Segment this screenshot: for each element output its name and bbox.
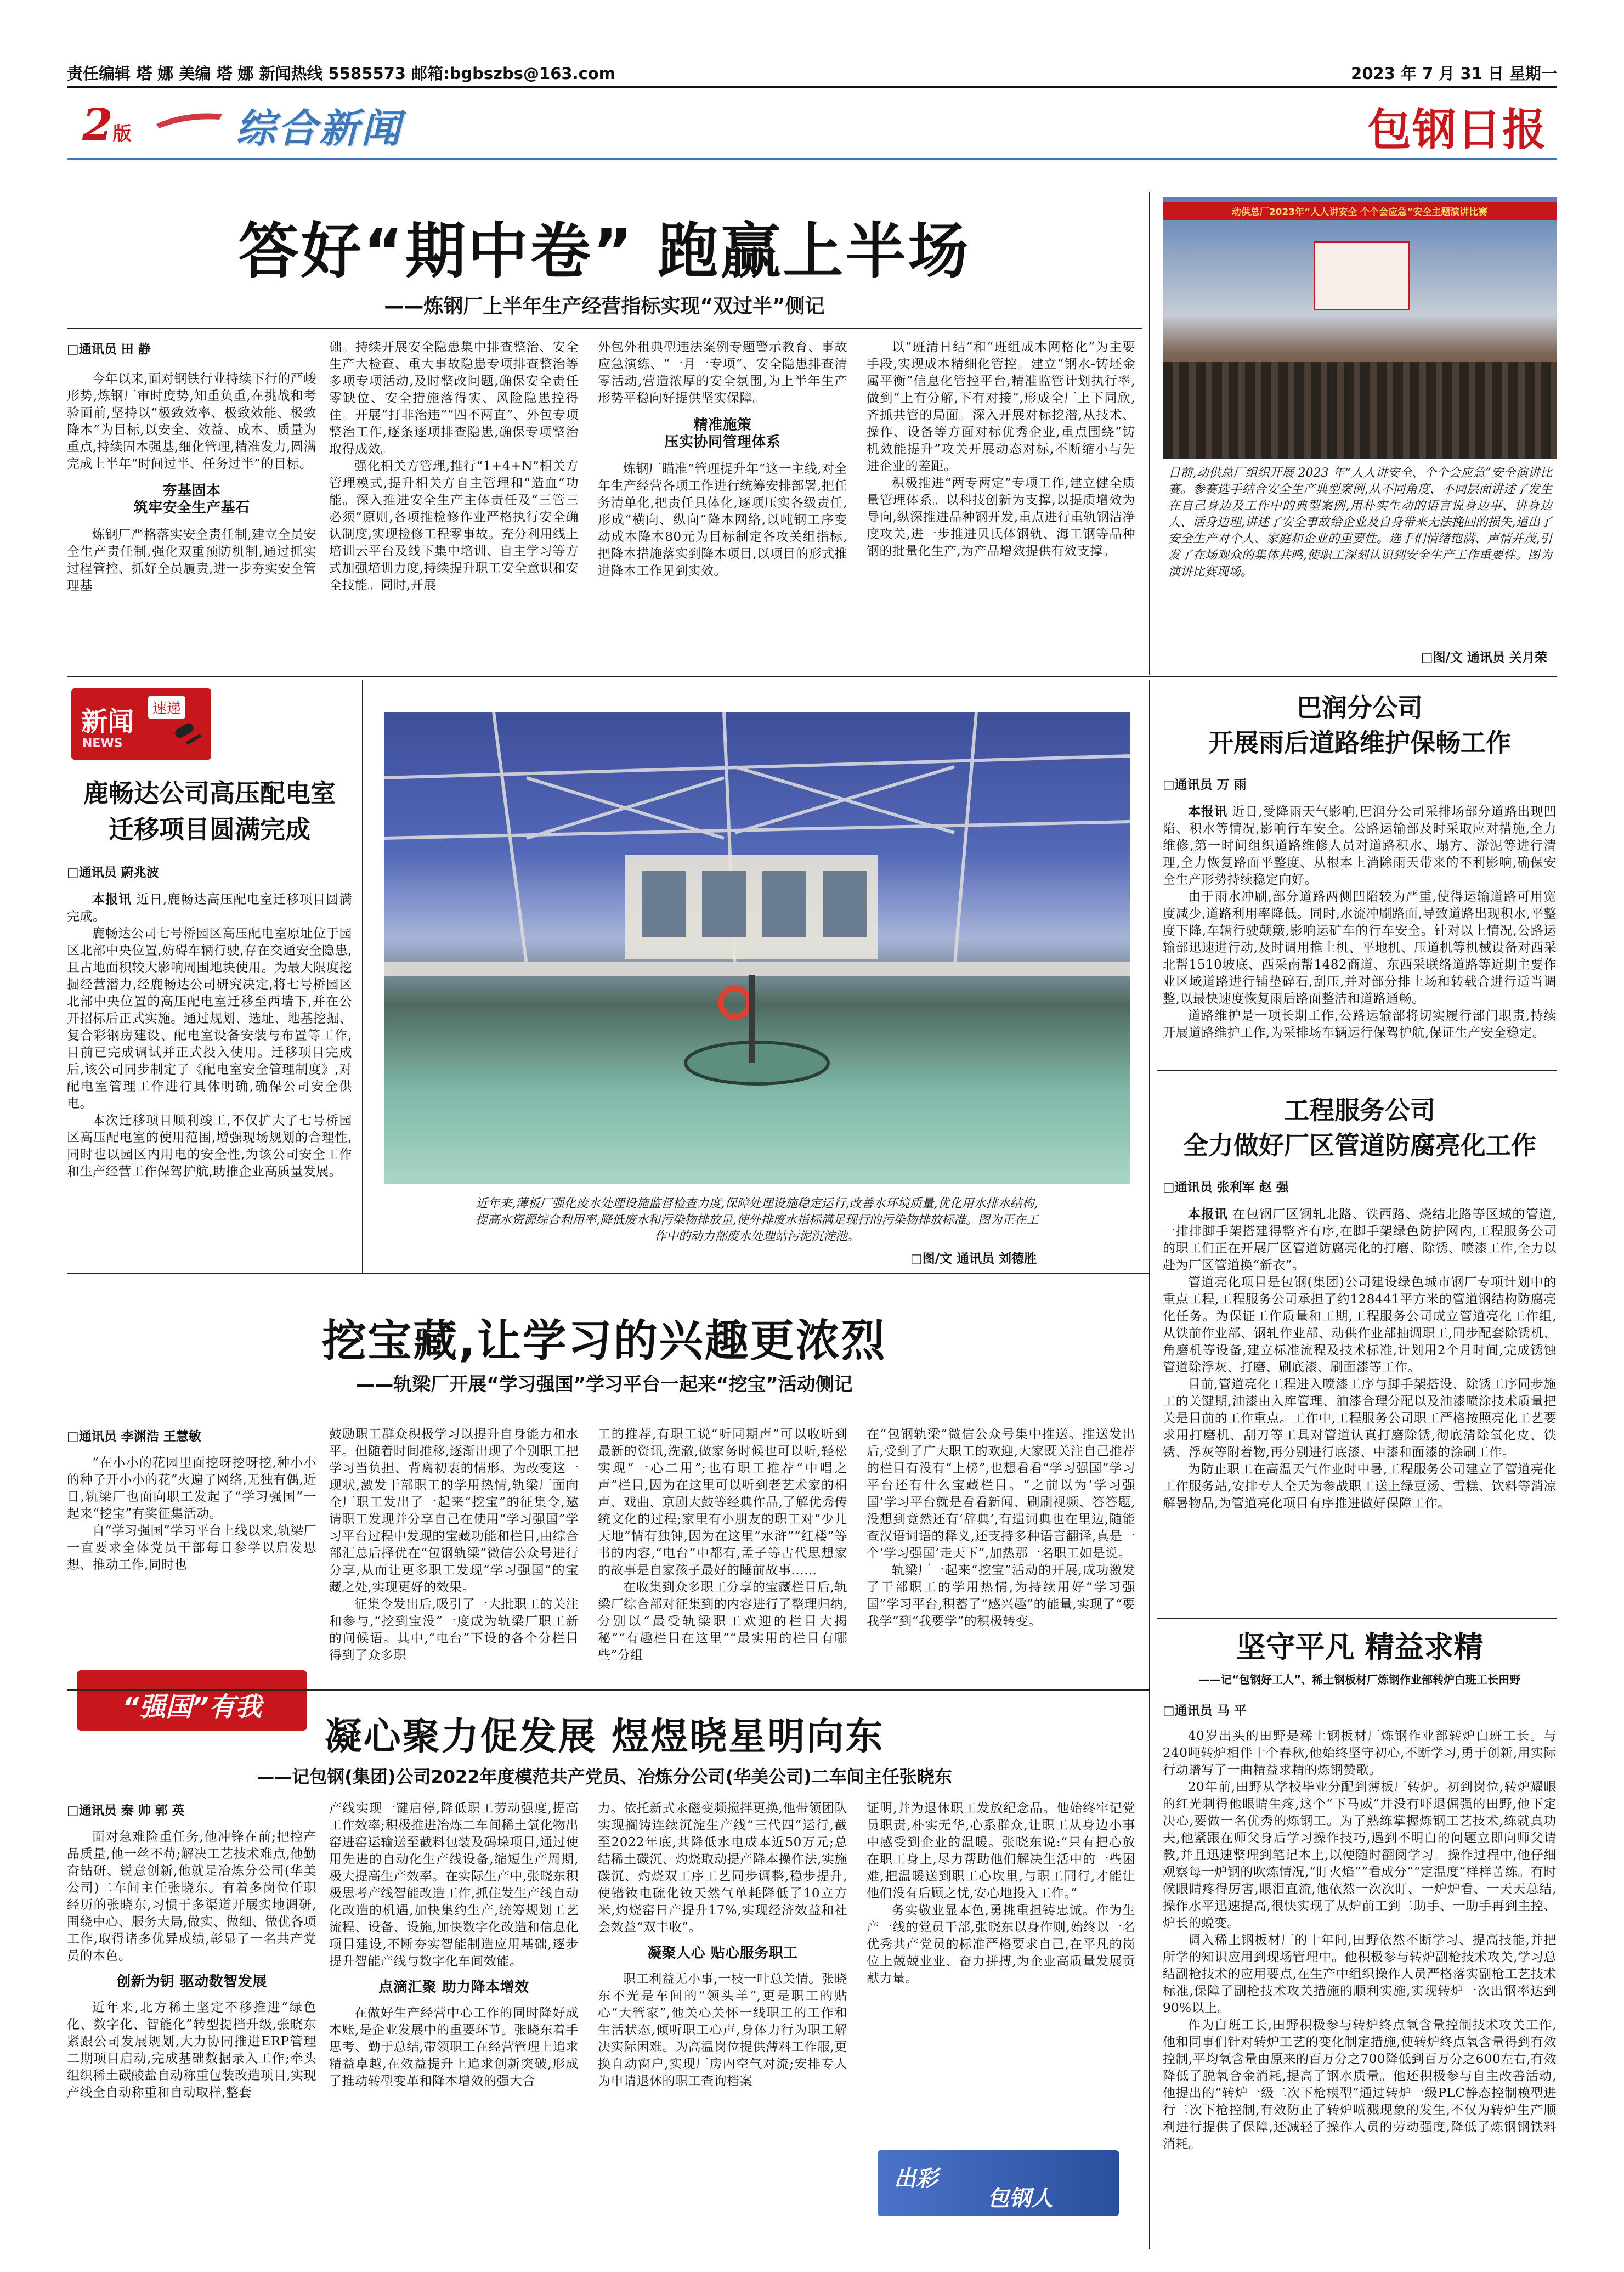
a7-col4: 证明,并为退休职工发放纪念品。他始终牢记党员职责,朴实无华,心系群众,让职工从身边小事中感受到企业的温暖。张晓东说:“只有把心放在职工身上,尽力帮助他们解决生活中的一些困难,把温暖送到职工心坎里,与职工同行,才能让他们没有后顾之忧,安心地投入工作。” 务实敬业显本色,勇挑重担铸忠诚。作为生产一线的党员干部,张晓东以身作则,始终以一名优秀共产党员的标准严格要求自己,在平凡的岗位上兢兢业业、奋力拼搏,为企业高质量发展贡献力量。: [867, 1801, 1135, 1986]
a7-col2: 产线实现一键启停,降低职工劳动强度,提高工作效率;积极推进冶炼二车间稀土氧化物出窑进窑运输送至截料包装及码垛项目,通过使用先进的自动化生产线设备,缩短生产周期,极大提高生产效率。在实际生产中,张晓东积极思考产线智能改造工作,抓住发生产线自动化改造的机遇,加快集约生产,统筹规划工艺流程、设备、设施,加快数字化改造和信息化项目建设,不断夯实智能制造应用基础,逐步提升智能产线与数字化车间效能。 点滴汇聚 助力降本增效 在做好生产经营中心工作的同时降好成本账,是企业发展中的重要环节。张晓东着手思考、勤于总结,带领职工在经营管理上追求精益卓越,在效益提升上追求创新突破,形成了推动转型变革和降本增效的强大合: [329, 1801, 579, 2088]
row-rule: [1157, 1618, 1557, 1619]
outstanding-people-banner: 出彩 包钢人: [878, 2150, 1119, 2216]
a1-rule: [67, 328, 1142, 329]
header-date: 2023 年 7 月 31 日 星期一: [1351, 64, 1557, 83]
photo-main-credit: □图/文 通讯员 刘德胜: [910, 1252, 1037, 1266]
divider: [1149, 192, 1150, 675]
a4-title: 工程服务公司 全力做好厂区管道防腐亮化工作: [1183, 1095, 1536, 1160]
header-editors: 责任编辑 塔 娜 美编 塔 娜 新闻热线 5585573 邮箱:bgbszbs@163.com: [67, 64, 615, 83]
a7-col3: 力。依托新式永磁变频搅拌更换,他带领团队实现搁铸连续沉淀生产线“三代四”运行,截至2022年底,共降低水电成本近50万元;总结稀土碳沉、灼烧取动提产降本操作法,实施碳沉、灼烧双工序工艺同步调整,稳步提升,使镨钕电硫化钕天然气单耗降低了10立方米,灼烧窑日产提升17%,实现经济效益和社会效益“双丰收”。 凝聚人心 贴心服务职工 职工利益无小事,一枝一叶总关情。张晓东不光是车间的“领头羊”,更是职工的贴心“大管家”,他关心关怀一线职工的工作和生活状态,倾听职工心声,身体力行为职工解决实际困难。为高温岗位提供薄料工作服,更换自动窗户,实现厂房内空气对流;安排专人为申请退休的职工查询档案: [598, 1801, 847, 2088]
a4-body: 本报讯 在包钢厂区钢轧北路、铁西路、烧结北路等区域的管道,一排排脚手架搭建得整齐有序,在脚手架绿色防护网内,工程服务公司的职工们正在开展厂区管道防腐亮化的打磨、除锈、喷漆工作,全力以赴为厂区管道换“新衣”。 管道亮化项目是包钢(集团)公司建设绿色城市钢厂专项计划中的重点工程,工程服务公司承担了约128441平方米的管道钢结构防腐亮化任务。为保证工作质量和工期,工程服务公司成立管道亮化工作组,从铁前作业部、钢轧作业部、动供作业部抽调职工,同步配套除锈机、角磨机等设备,建立标准流程及技术标准,计划用2个月时间,完成锈蚀管道除浮灰、打磨、刷底漆、刷面漆等工作。 目前,管道亮化工程进入喷漆工序与脚手架搭设、除锈工序同步施工的关键期,油漆由入库管理、油漆合理分配以及油漆喷涂技术质量把关是目前的工作重点。工作中,工程服务公司职工严格按照亮化工艺要求用打磨机、刮刀等工具对管道认真打磨除锈,彻底清除氧化皮、铁锈、浮灰等附着物,再分别进行底漆、中漆和面漆的涂刷工作。 为防止职工在高温天气作业时中暑,工程服务公司建立了管道亮化工作服务站,安排专人全天为参战职工送上绿豆汤、雪糕、饮料等消凉解暑物品,为管道亮化项目有序推进做好保障工作。: [1163, 1207, 1557, 1511]
photo-r1-credit: □图/文 通讯员 关月荣: [1421, 651, 1547, 665]
a2-title: 鹿畅达公司高压配电室 迁移项目圆满完成: [83, 778, 336, 844]
a6-byline: □通讯员 马 平: [1163, 1704, 1247, 1718]
divider: [1149, 680, 1150, 2249]
stage-screen: [1314, 241, 1410, 310]
a1-subtitle: ——炼钢厂上半年生产经营指标实现“双过半”侧记: [384, 295, 825, 318]
audience: [1163, 362, 1557, 459]
plant-illustration: [384, 712, 1130, 1184]
a1-col4: 以“班清日结”和“班组成本网格化”为主要手段,实现成本精细化管控。建立“钢水-铸坯金属平衡”信息化管控平台,精准监管计划执行率,做到“上有分解,下有对接”,形成全厂上下同欣,齐抓共管的局面。深入开展对标挖潜,从技术、操作、设备等方面对标优秀企业,重点围绕“铸机效能提升”攻关开展动态对标,不断缩小与先进企业的差距。 积极推进“两专两定”专项工作,建立健全质量管理体系。以科技创新为支撑,以提质增效为导向,纵深推进品种钢开发,重点进行重轨钢洁净度攻关,进一步推进贝氏体钢轨、海工钢等品种钢的批量化生产,为产品增效提供有效支撑。: [867, 340, 1135, 558]
photo-main-caption: 近年来,薄板厂强化废水处理设施监督检查力度,保障处理设施稳定运行,改善水环境质量,优化用水排水结构,提高水资源综合利用率,降低废水和污染物排放量,使外排废水指标满足现行的污染物排放标准。图为正在工作中的动力部废水处理站污泥沉淀池。: [476, 1197, 1038, 1244]
a7-col1: 面对急难险重任务,他冲锋在前;把控产品质量,他一丝不苟;解决工艺技术难点,他勤奋钻研、锐意创新,他就是冶炼分公司(华美公司)二车间主任张晓东。有着多岗位任职经历的张晓东,习惯于多渠道开展实地调研,围绕中心、服务大局,做实、做细、做优各项工作,取得诸多优异成绩,彰显了一名共产党员的本色。 创新为钥 驱动数智发展 近年来,北方稀土坚定不移推进“绿色化、数字化、智能化”转型提档升级,张晓东紧跟公司发展规划,大力协同推进ERP管理二期项目启动,完成基础数据录入工作;牵头组织稀土碳酸盐自动称重包装改造项目,实现产线全自动称重和自动取样,整套: [67, 1830, 316, 2100]
microphone-icon: [169, 721, 207, 754]
row-rule: [67, 1689, 1149, 1691]
page-number: 2版: [82, 99, 132, 150]
divider: [362, 680, 363, 1273]
speech-contest-photo: [1163, 197, 1557, 459]
row-rule: [67, 1273, 1149, 1274]
photo-banner: 动供总厂2023年“人人讲安全 个个会应急”安全主题演讲比赛: [1163, 202, 1557, 220]
a6-body: 40岁出头的田野是稀土钢板材厂炼钢作业部转炉白班工长。与240吨转炉相伴十个春秋,他始终坚守初心,不断学习,勇于创新,用实际行动谱写了一曲精益求精的炼钢赞歌。 20年前,田野从学校毕业分配到薄板厂转炉。初到岗位,转炉耀眼的红光刺得他眼睛生疼,这个“下马威”并没有吓退倔强的田野,他下定决心,要做一名优秀的炼钢工。为了熟练掌握炼钢工艺技术,练就真功夫,他紧跟在师父身后学习操作技巧,遇到不明白的问题立即向师父请教,并且迅速整理到笔记本上,以便随时翻阅学习。操作过程中,他仔细观察每一炉钢的吹炼情况,“盯火焰”“看成分”“定温度”样样苦练。有时候眼睛疼得厉害,眼泪直流,他依然一次次盯、一炉炉看、一天天总结,操作水平迅速提高,很快实现了从炉前工到二助手、一助手再到主控、炉长的蜕变。 调入稀土钢板材厂的十年间,田野依然不断学习、提高技能,并把所学的知识应用到现场管理中。他积极参与转炉副枪技术攻关,学习总结副枪技术的应用要点,在生产中组织操作人员严格落实副枪工艺技术标准,保障了副枪技术攻关措施的顺利实施,实现转炉一次出钢率达到90%以上。 作为白班工长,田野积极参与转炉终点氧含量控制技术攻关工作,他和同事们针对转炉工艺的变化制定措施,使转炉终点氧含量得到有效控制,平均氧含量由原来的百万分之700降低到百万分之600左右,有效降低了脱氧合金消耗,提高了钢水质量。他还积极参与自主改善活动,他提出的“转炉一级二次下枪模型”通过转炉一级PLC静态控制模型进行二次下枪控制,有效防止了转炉喷溅现象的发生,不仅为转炉生产顺利进行提供了保障,还减轻了操作人员的劳动强度,降低了炼钢钢铁料消耗。: [1163, 1729, 1557, 2151]
a7-byline: □通讯员 秦 帅 郭 英: [67, 1804, 185, 1818]
brush-stroke-icon: [154, 108, 225, 129]
a5-col4: 在“包钢轨梁”微信公众号集中推送。推送发出后,受到了广大职工的欢迎,大家既关注自己推荐的栏目有没有“上榜”,也想看看“学习强国”学习平台还有什么宝藏栏目。“之前以为‘学习强国’学习平台就是看看新闻、刷刷视频、答答题,没想到竟然还有‘辞典’,有遗词典也在里边,随能查汉语词语的释义,还支持多种语言翻译,真是一个‘学习强国’走天下”,加热那一名职工如是说。 轨梁厂一起来“挖宝”活动的开展,成功激发了干部职工的学用热情,为持续用好“学习强国”学习平台,积蓄了“感兴趣”的能量,实现了“要我学”到“我要学”的积极转变。: [867, 1427, 1135, 1629]
section-title: 综合新闻: [236, 105, 403, 151]
a6-title: 坚守平凡 精益求精: [1236, 1630, 1484, 1664]
a1-col1: 今年以来,面对钢铁行业持续下行的严峻形势,炼钢厂审时度势,知重负重,在挑战和考验面前,坚持以“极致效率、极致效能、极致降本”为目标,以安全、效益、成本、质量为重点,持续固本强基,细化管理,精准发力,圆满完成上半年“时间过半、任务过半”的目标。 夯基固本 筑牢安全生产基石 炼钢厂严格落实安全责任制,建立全员安全生产责任制,强化双重预防机制,通过抓实过程管控、抓好全员履责,进一步夯实安全管理基: [67, 372, 316, 593]
a1-title: 答好“期中卷” 跑赢上半场: [238, 216, 971, 286]
section-rule: [67, 158, 1557, 160]
a7-title: 凝心聚力促发展 煜煜晓星明向东: [324, 1715, 885, 1759]
a2-byline: □通讯员 蔚兆波: [67, 866, 159, 880]
a5-byline: □通讯员 李渊浩 王慧敏: [67, 1429, 201, 1444]
photo-r1-caption: 日前,动供总厂组织开展 2023 年“人人讲安全、个个会应急”安全演讲比赛。参赛选手结合安全生产典型案例,从不同角度、不同层面讲述了发生在自己身边及工作中的典型案例,用朴实生动的语言说身边事、讲身边人、话身边理,讲述了安全事故给企业及自身带来无法挽回的损失,道出了安全生产对个人、家庭和企业的重要性。选手们情绪饱满、声情并茂,引发了在场观众的集体共鸣,使职工深刻认识到安全生产工作重要性。图为演讲比赛现场。: [1168, 466, 1552, 579]
row-rule: [1157, 1070, 1557, 1071]
a5-col2: 鼓励职工群众积极学习以提升自身能力和水平。但随着时间推移,逐渐出现了个别职工把学习当负担、背离初衷的情形。为改变这一现状,激发干部职工的学用热情,轨梁厂面向全厂职工发出了一起来“挖宝”的征集令,邀请职工发现并分享自己在使用“学习强国”学习平台过程中发现的宝藏功能和栏目,由综合部汇总后择优在“包钢轨梁”微信公众号进行分享,从而让更多职工发现“学习强国”的宝藏之处,实现更好的效果。 征集令发出后,吸引了一大批职工的关注和参与,“挖到宝没”一度成为轨梁厂职工新的问候语。其中,“电台”下设的各个分栏目得到了众多职: [329, 1427, 579, 1663]
strong-nation-banner: “强国”有我: [77, 1670, 307, 1731]
a5-title: 挖宝藏,让学习的兴趣更浓烈: [322, 1315, 887, 1366]
a7-subtitle: ——记包钢(集团)公司2022年度模范共产党员、冶炼分公司(华美公司)二车间主任张晓东: [257, 1766, 952, 1787]
a3-body: 本报讯 近日,受降雨天气影响,巴润分公司采排场部分道路出现凹陷、积水等情况,影响行车安全。公路运输部及时采取应对措施,全力维修,第一时间组织道路维修人员对道路积水、塌方、淤泥等进行清理,全力恢复路面平整度、从根本上消除雨天带来的不利影响,确保安全生产形势持续稳定向好。 由于雨水冲刷,部分道路两侧凹陷较为严重,使得运输道路可用宽度减少,道路利用率降低。同时,水流冲刷路面,导致道路出现积水,平整度下降,车辆行驶颠簸,影响运矿车的行车安全。针对以上情况,公路运输部迅速进行动,及时调用推土机、平地机、压道机等机械设备对西采北帮1510坡底、西采南帮1482商道、东西采联络道路等近期主要作业区域道路进行铺垫碎石,刮压,并对部分排土场和转载合进行适当调整,以最快速度恢复雨后路面整洁和道路通畅。 道路维护是一项长期工作,公路运输部将切实履行部门职责,持续开展道路维护工作,为采排场车辆运行保驾护航,保证生产安全稳定。: [1163, 804, 1557, 1040]
a1-col2: 础。持续开展安全隐患集中排查整治、安全生产大检查、重大事故隐患专项排查整治等多项专项活动,及时整改问题,确保安全责任零缺位、安全措施落得实、风险隐患控得住。开展“打非治违”“四不两直”、外包专项整治工作,逐条逐项排查隐患,确保专项整治取得成效。 强化相关方管理,推行“1+4+N”相关方管理模式,提升相关方自主管理和“造血”功能。深入推进安全生产主体责任及“三管三必须”原则,各项推检修作业严格执行安全确认制度,实现检修工程零事故。充分利用线上培训云平台及线下集中培训、自主学习等方式加强培训力度,持续提升职工安全意识和安全技能。同时,开展: [329, 340, 579, 592]
a2-body: 本报讯 近日,鹿畅达高压配电室迁移项目圆满完成。 鹿畅达公司七号桥园区高压配电室原址位于园区北部中央位置,妨碍车辆行驶,存在交通安全隐患,且占地面积较大影响周围地块使用。为最大限度挖掘经营潜力,经鹿畅达公司研究决定,将七号桥园区北部中央位置的高压配电室迁移至西墙下,并在公开招标后正式实施。通过规划、选址、地基挖掘、复合彩钢房建设、配电室设备安装与布置等工作,目前已完成调试并正式投入使用。迁移项目完成后,该公司同步制定了《配电室安全管理制度》,对配电室管理工作进行具体明确,确保公司安全供电。 本次迁移项目顺利竣工,不仅扩大了七号桥园区高压配电室的使用范围,增强现场规划的合理性,同时也以园区内用电的安全性,为该公司安全工作和生产经营工作保驾护航,助推企业高质量发展。: [67, 892, 352, 1179]
a4-byline: □通讯员 张利军 赵 强: [1163, 1180, 1289, 1195]
row-rule: [67, 676, 1557, 677]
a6-subtitle: ——记“包钢好工人”、稀土钢板材厂炼钢作业部转炉白班工长田野: [1198, 1673, 1521, 1686]
header-rule: [67, 86, 1557, 88]
news-badge: 新闻 速递 NEWS: [71, 688, 211, 760]
a1-col3: 外包外租典型违法案例专题警示教育、事故应急演练、“一月一专项”、安全隐患排查清零活动,营造浓厚的安全氛围,为上半年生产形势平稳向好提供坚实保障。 精准施策 压实协同管理体系 炼钢厂瞄准“管理提升年”这一主线,对全年生产经营各项工作进行统筹安排部署,把任务清单化,把责任具体化,逐项压实各级责任,形成“横向、纵向”降本网络,以吨钢工序变动成本降本80元为目标制定各攻关组指标,把降本措施落实到降本项目,以项目的形式推进降本工作见到实效。: [598, 340, 847, 578]
a5-subtitle: ——轨梁厂开展“学习强国”学习平台一起来“挖宝”活动侧记: [356, 1374, 853, 1395]
masthead-logo: 包钢日报: [1367, 104, 1547, 155]
a3-title: 巴润分公司 开展雨后道路维护保畅工作: [1208, 693, 1511, 758]
wastewater-plant-photo: [384, 712, 1130, 1184]
a5-col3: 工的推荐,有职工说“听同期声”可以收听到最新的资讯,洗澈,做家务时候也可以听,轻松实现“一心二用”;也有职工推荐“中唱之声”栏目,因为在这里可以听到老艺术家的相声、戏曲、京剧大鼓等经典作品,了解优秀传统文化的过程;家里有小朋友的职工对“少儿天地”情有独钟,因为在这里“水浒”“红楼”等书的内容,“电台”中都有,孟子等古代思想家的故事是自家孩子最好的睡前故事…… 在收集到众多职工分享的宝藏栏目后,轨梁厂综合部对征集到的内容进行了整理归纳,分别以“最受轨梁职工欢迎的栏目大揭秘”“有趣栏目在这里”“最实用的栏目有哪些”分组: [598, 1427, 847, 1663]
a3-byline: □通讯员 万 雨: [1163, 778, 1247, 792]
a1-byline: □通讯员 田 静: [67, 342, 151, 357]
a5-col1: “在小小的花园里面挖呀挖呀挖,种小小的种子开小小的花”火遍了网络,无独有偶,近日,轨梁厂也面向职工发起了“学习强国”一起来“挖宝”有奖征集活动。 自“学习强国”学习平台上线以来,轨梁厂一直要求全体党员干部每日参学以启发思想、推动工作,同时也: [67, 1456, 316, 1572]
